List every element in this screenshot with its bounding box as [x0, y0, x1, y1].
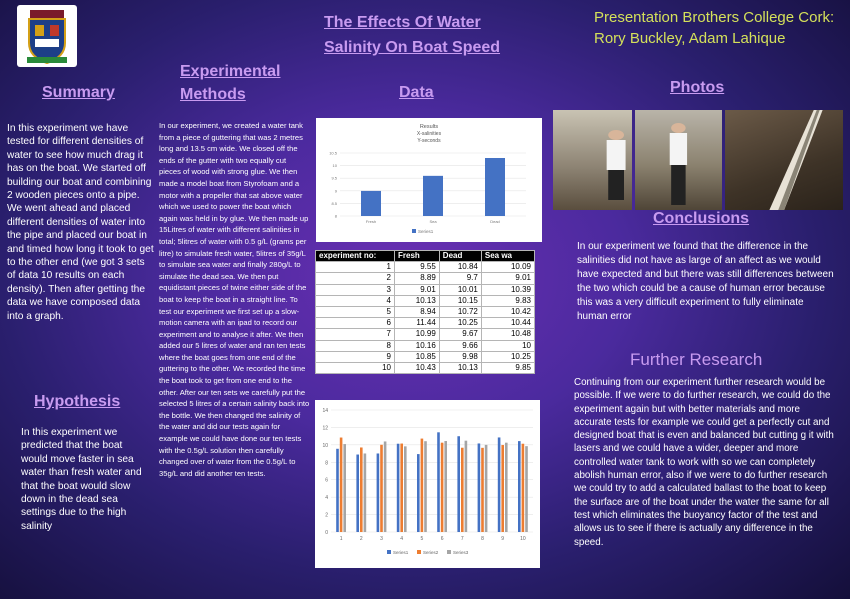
table-cell: 4 — [316, 295, 395, 306]
table-row — [316, 329, 535, 340]
table-cell: 10.13 — [439, 363, 481, 374]
legend-label: Series1 — [418, 229, 434, 234]
table-cell: 5 — [316, 307, 395, 318]
table-cell: 10.43 — [395, 363, 440, 374]
hypothesis-heading: Hypothesis — [34, 393, 121, 410]
results-chart — [316, 118, 542, 242]
x-tick-label: 6 — [440, 536, 444, 542]
table-row — [316, 295, 535, 306]
results-table-wrap — [315, 250, 535, 374]
chart-subtitle: Y-seconds — [417, 138, 441, 144]
student-icon — [553, 110, 632, 210]
summary-text: In this experiment we have tested for different densities of water to see how much drag it has on the boat. We started off building our boat and combining 2 wooden pieces onto a pipe. We went ahead and placed different densities of water into the pipe and placed our boat in and timed how long it took to get to the other end (we got 3 sets of data 10 results on each density). Then after getting the data we have composed data into a graph. — [7, 123, 154, 322]
table-cell: 10.48 — [481, 329, 534, 340]
bar — [400, 444, 403, 532]
bar — [441, 443, 444, 532]
table-cell: 9.7 — [439, 273, 481, 284]
table-row — [316, 363, 535, 374]
table-cell: 10.25 — [481, 351, 534, 362]
legend-swatch — [387, 550, 391, 554]
table-cell: 10.16 — [395, 340, 440, 351]
conclusions-text: In our experiment we found that the difference in the salinities did not have as large of an affect as we would have expected and but there was still differences between the two which could be a cause of human error because this was a very difficult experiment to fully eliminate human error — [577, 241, 834, 322]
bar — [485, 158, 505, 216]
bar — [384, 441, 387, 532]
bar — [356, 455, 359, 532]
table-cell: 11.44 — [395, 318, 440, 329]
x-tick-label: Sea — [429, 219, 437, 224]
bar — [481, 448, 484, 532]
table-row — [316, 307, 535, 318]
table-cell: 8.94 — [395, 307, 440, 318]
chart-title: Results — [419, 124, 439, 130]
bar — [465, 441, 468, 532]
y-tick-label: 4 — [325, 495, 328, 502]
bar — [340, 438, 343, 532]
bar — [478, 443, 481, 532]
legend-label: Series3 — [453, 550, 469, 555]
photo-students-2 — [635, 110, 722, 210]
photos-heading: Photos — [670, 79, 725, 96]
y-tick-label: 10 — [332, 163, 337, 169]
table-cell: 10.99 — [395, 329, 440, 340]
poster-title: The Effects Of Water Salinity On Boat Speed — [324, 14, 501, 56]
table-cell: 8 — [316, 340, 395, 351]
y-tick-label: 6 — [325, 477, 328, 484]
y-tick-label: 8 — [334, 213, 337, 219]
x-tick-label: 10 — [520, 536, 526, 542]
bar — [437, 432, 440, 532]
chart-subtitle: X-salinities — [416, 131, 442, 137]
bar — [417, 454, 420, 532]
bar — [397, 444, 400, 532]
table-row — [316, 262, 535, 273]
bar — [423, 176, 443, 216]
x-tick-label: Dead — [490, 219, 500, 224]
bar — [336, 449, 339, 532]
table-cell: 9 — [316, 351, 395, 362]
table-cell: 10.44 — [481, 318, 534, 329]
table-cell: 10.85 — [395, 351, 440, 362]
bar — [444, 441, 447, 532]
table-cell: 10.13 — [395, 295, 440, 306]
bar — [505, 443, 508, 532]
table-cell: 10.39 — [481, 284, 534, 295]
table-cell: 1 — [316, 262, 395, 273]
table-cell: 3 — [316, 284, 395, 295]
bar — [343, 444, 346, 532]
table-cell: 10.01 — [439, 284, 481, 295]
y-tick-label: 14 — [322, 408, 328, 414]
legend-swatch — [417, 550, 421, 554]
further-research-text: Continuing from our experiment further research would be possible. If we were to do further research, we could do the experiment again but with better materials and more accurate tests for example we could get a perfectly cut and designed boat that is even and balanced but cutting g it with lasers and we could have a wider, deeper and more controlled water tank to work with so we can completely abolish human error, also if we were to do further research we could try to add a calculated ballast to the boat to keep the surface are of the boat under the water the same for all test which eliminates the buoyancy factor of the test and allows us to see if there is actually any difference in the speed. — [574, 377, 834, 548]
table-cell: 9.85 — [481, 363, 534, 374]
methods-heading: Experimental Methods — [180, 63, 281, 103]
x-tick-label: 4 — [400, 536, 404, 542]
bar — [360, 447, 363, 532]
data-heading: Data — [399, 84, 434, 101]
bar — [522, 444, 525, 532]
table-cell: 10.42 — [481, 307, 534, 318]
table-cell: 9.67 — [439, 329, 481, 340]
bar — [421, 439, 424, 532]
table-row — [316, 351, 535, 362]
x-tick-label: 9 — [501, 536, 505, 542]
legend-label: Series1 — [393, 550, 409, 555]
table-row — [316, 273, 535, 284]
x-tick-label: 5 — [420, 536, 424, 542]
bar — [377, 453, 380, 532]
legend-swatch — [447, 550, 451, 554]
bar — [364, 453, 367, 532]
photo-strip — [553, 110, 843, 210]
y-tick-label: 8 — [325, 460, 328, 467]
x-tick-label: 3 — [380, 536, 383, 542]
table-cell: 10 — [316, 363, 395, 374]
results-table — [315, 250, 535, 374]
y-tick-label: 12 — [322, 425, 328, 432]
table-cell: 10.72 — [439, 307, 481, 318]
x-tick-label: 2 — [359, 536, 363, 542]
per-test-chart — [315, 400, 540, 568]
y-tick-label: 9.5 — [331, 175, 337, 181]
bar — [457, 436, 460, 532]
x-tick-label: Fresh — [365, 219, 377, 224]
summary-heading: Summary — [42, 84, 115, 101]
x-tick-label: 1 — [339, 536, 343, 542]
bar — [361, 191, 381, 216]
student-icon — [635, 110, 722, 210]
table-row — [316, 318, 535, 329]
conclusions-heading: Conclusions — [653, 210, 750, 227]
bar — [424, 441, 427, 532]
x-tick-label: 7 — [460, 536, 464, 542]
school-crest-icon — [17, 5, 77, 67]
table-cell: 9.01 — [395, 284, 440, 295]
table-cell: 10.25 — [439, 318, 481, 329]
photo-water-tank — [725, 110, 843, 210]
bar — [501, 445, 504, 532]
bar — [461, 448, 464, 532]
table-cell: 9.55 — [395, 262, 440, 273]
table-row — [316, 340, 535, 351]
bar — [498, 437, 501, 532]
y-tick-label: 0 — [325, 530, 328, 536]
results-chart-panel — [316, 118, 542, 242]
x-tick-label: 8 — [481, 536, 484, 542]
legend-swatch — [412, 229, 416, 233]
bar — [404, 446, 407, 532]
bar — [485, 445, 488, 532]
table-header-cell: experiment no: — [316, 251, 395, 262]
table-cell: 6 — [316, 318, 395, 329]
authors: Presentation Brothers College Cork: Rory Buckley, Adam Lahique — [594, 9, 835, 47]
bar — [525, 446, 528, 532]
bar — [380, 445, 383, 532]
y-tick-label: 9 — [334, 188, 337, 194]
table-header-row — [316, 251, 535, 262]
table-cell: 10.09 — [481, 262, 534, 273]
school-logo — [17, 5, 77, 67]
photo-students-1 — [553, 110, 632, 210]
y-tick-label: 2 — [325, 512, 328, 519]
gutter-tank-icon — [725, 110, 843, 210]
table-cell: 9.01 — [481, 273, 534, 284]
per-test-chart-panel — [315, 400, 540, 568]
table-header-cell: Sea wa — [481, 251, 534, 262]
table-cell: 9.83 — [481, 295, 534, 306]
y-tick-label: 10.5 — [329, 150, 337, 156]
table-cell: 10 — [481, 340, 534, 351]
hypothesis-text: In this experiment we predicted that the boat would move faster in sea water than fresh water and that the boat would slow down in the dead sea settings due to the high salinity — [21, 427, 142, 532]
table-cell: 9.66 — [439, 340, 481, 351]
bar — [518, 441, 521, 532]
methods-text: In our experiment, we created a water tank from a piece of guttering that was 2 metres long and 13.5 cm wide. We closed off the ends of the gutter with two equally cut pieces of wood with strong glue. We then made a model boat from Styrofoam and a motor with a propeller that sat above water which we used to power the boat which again was held in by glue. We then made up 15Litres of water with different salinities in total; 5litres of water with 0.5 g/L (grams per litre) to simulate fresh water, 5litres of 35g/L to simulate sea water and finally 280g/L to simulate the dead sea. We then put equidistant pieces of twine either side of the boat to keep the boat in a straight line. To test our experiment we first set up a slow-motion camera with an ipad to record our experiment and to analyse it after. We then added our 5 litres of water and ran ten tests where the boat goes from one end of the guttering to the other. We recorded the time the boat took to get from one end to the other. After our ten sets we carefully put the selected 5 litres of a certain salinity back into the bottle. We then changed the salinity of the water and did our tests again for example we could have done our ten tests with the 0.5g/L solution then carefully changed over of water from the 0.5g/L to 35g/L and did another ten tests. — [159, 121, 310, 478]
table-cell: 7 — [316, 329, 395, 340]
y-tick-label: 8.5 — [331, 200, 337, 206]
legend-label: Series2 — [423, 550, 439, 555]
table-header-cell: Fresh — [395, 251, 440, 262]
table-cell: 10.15 — [439, 295, 481, 306]
table-cell: 8.89 — [395, 273, 440, 284]
table-header-cell: Dead — [439, 251, 481, 262]
y-tick-label: 10 — [322, 442, 328, 449]
table-cell: 9.98 — [439, 351, 481, 362]
further-research-heading: Further Research — [630, 350, 763, 369]
table-row — [316, 284, 535, 295]
table-cell: 10.84 — [439, 262, 481, 273]
table-cell: 2 — [316, 273, 395, 284]
